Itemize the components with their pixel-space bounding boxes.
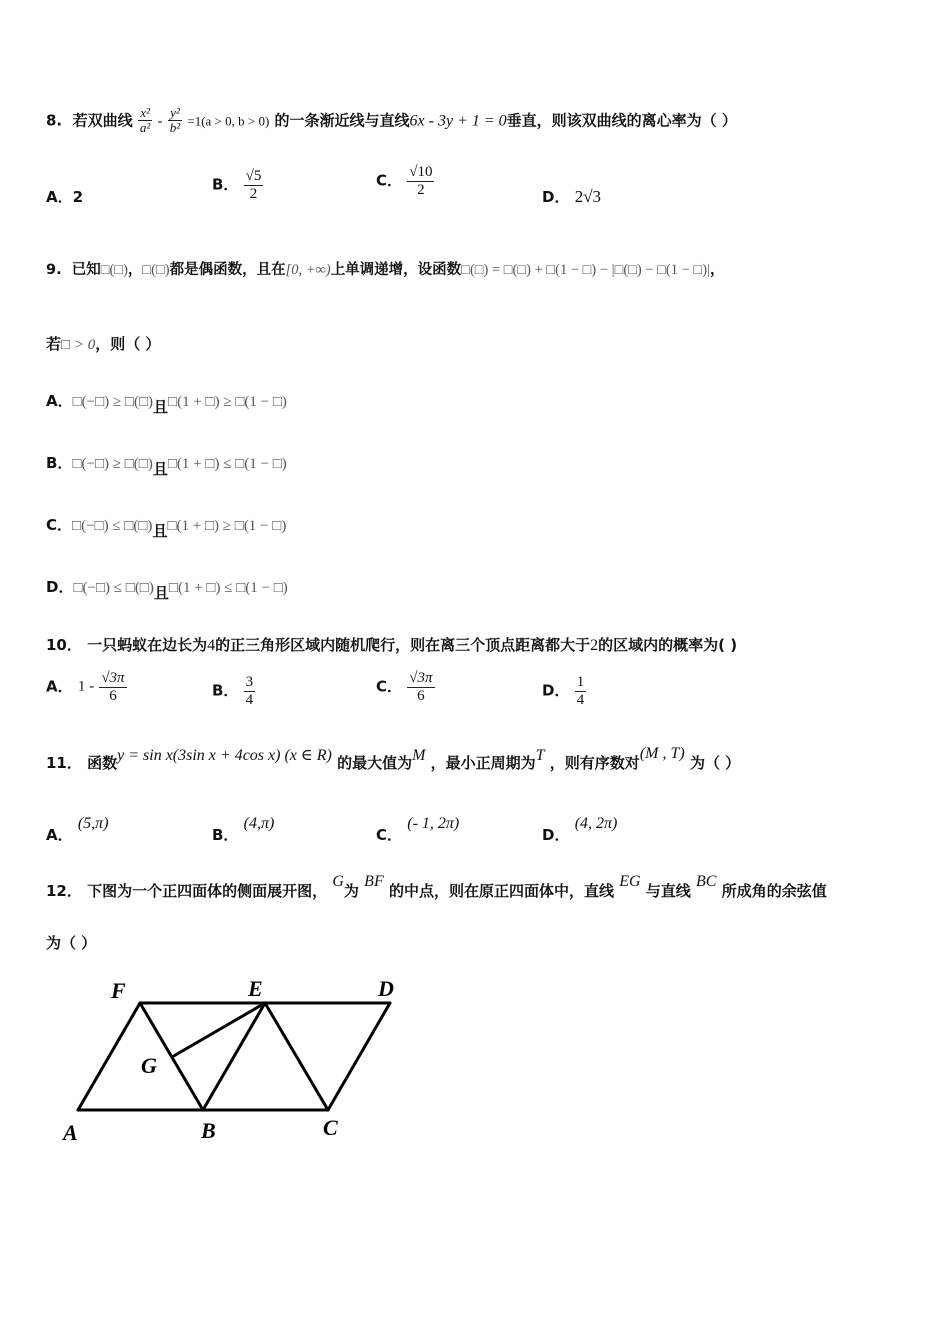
q11-T: T	[535, 747, 545, 764]
frac-numerator: 1	[576, 674, 585, 690]
option-fraction	[244, 674, 256, 708]
label-G: G	[141, 1053, 157, 1078]
frac-denominator: 6	[417, 687, 425, 704]
q9-end: ，	[709, 262, 725, 278]
option-value: (4,π)	[243, 815, 275, 832]
frac-numerator: √3π	[101, 670, 125, 686]
option-fraction	[99, 670, 126, 704]
edge-CD	[328, 1003, 390, 1110]
q12-number: 12．	[46, 882, 82, 900]
q9-number: 9.	[46, 262, 62, 278]
q10-side-length: 4	[207, 637, 216, 654]
option-right: □(1 + □) ≥ □(1 − □)	[167, 518, 287, 534]
frac-denominator: 2	[249, 185, 258, 202]
option-fraction	[575, 674, 587, 708]
q9-option-b[interactable]	[46, 452, 287, 478]
q9-option-c[interactable]	[46, 514, 287, 540]
frac-numerator: 3	[245, 674, 254, 690]
option-label: D．	[542, 681, 570, 700]
option-and: 且	[152, 460, 168, 478]
q12-lead: 下图为一个正四面体的侧面展开图，	[87, 882, 328, 900]
q11-option-b[interactable]	[212, 812, 275, 844]
option-value: (4, 2π)	[574, 815, 618, 832]
option-fraction	[407, 164, 434, 198]
q10-option-b[interactable]	[212, 674, 255, 708]
q12-stem-line2	[46, 932, 96, 953]
option-label: D．	[542, 826, 570, 844]
option-label: B．	[212, 681, 239, 700]
option-left: □(−□) ≤ □(□)	[72, 518, 153, 534]
q8-line-equation: 6x - 3y + 1 = 0	[409, 112, 507, 130]
q10-number: 10．	[46, 636, 82, 654]
q9-f-function: □(□)	[100, 262, 128, 278]
option-right: □(1 + □) ≤ □(1 − □)	[167, 456, 287, 472]
option-and: 且	[152, 522, 168, 540]
frac-numerator: √10	[409, 164, 433, 180]
q9-definition: □(□) = □(□) + □(1 − □) − |□(□) − □(1 − □)|	[461, 262, 710, 278]
label-E: E	[248, 976, 263, 1001]
q11-number: 11．	[46, 754, 82, 772]
option-fraction	[407, 670, 434, 704]
edge-EC	[265, 1003, 328, 1110]
q8-number: 8.	[46, 111, 63, 130]
q10-distance: 2	[590, 637, 599, 654]
frac-numerator: √5	[245, 168, 262, 184]
q11-mid: 的最大值为	[337, 754, 413, 772]
q12-EG: EG	[619, 873, 641, 890]
option-label: A．	[46, 826, 73, 844]
option-fraction	[244, 168, 264, 202]
q9-g-function: □(□)	[142, 262, 170, 278]
option-right: □(1 + □) ≤ □(1 − □)	[168, 580, 288, 596]
q11-stem	[46, 745, 741, 773]
q10-text-a: 一只蚂蚁在边长为	[87, 636, 208, 654]
frac-numerator: √3π	[409, 670, 433, 686]
q10-option-a[interactable]	[46, 670, 127, 704]
q9-stem	[46, 258, 724, 279]
option-value: 2√3	[574, 187, 602, 206]
option-label: B．	[46, 454, 73, 472]
option-label: A．	[46, 188, 73, 206]
option-label: A．	[46, 392, 73, 410]
option-label: C．	[46, 516, 73, 534]
q12-BF: BF	[364, 873, 384, 890]
q9-interval: [0, +∞)	[285, 262, 331, 278]
q10-option-c[interactable]	[376, 670, 435, 704]
q9-option-a[interactable]	[46, 390, 287, 416]
option-label: D．	[46, 578, 74, 596]
q12-line2: 为（ ）	[46, 934, 97, 952]
q10-text-b: 的正三角形区域内随机爬行，则在离三个顶点距离都大于	[215, 636, 591, 654]
q12-G: G	[332, 873, 344, 890]
option-value: (- 1, 2π)	[407, 815, 460, 832]
q8-mid-text: 的一条渐近线与直线	[274, 111, 410, 130]
q11-mid-2: ，最小正周期为	[430, 754, 536, 772]
q9-comma: ，	[127, 262, 143, 278]
q8-tail: 垂直，则该双曲线的离心率为（ ）	[506, 111, 737, 130]
q8-minus: -	[157, 113, 163, 130]
frac-denominator: b²	[169, 120, 181, 136]
q11-option-d[interactable]	[542, 812, 618, 844]
frac-numerator: x²	[140, 105, 150, 120]
q8-frac-x	[138, 106, 152, 136]
q8-option-b[interactable]	[212, 168, 263, 202]
q11-function: y = sin x(3sin x + 4cos x) (x ∈ R)	[117, 747, 332, 764]
option-label: A．	[46, 677, 73, 696]
q8-option-c[interactable]	[376, 164, 434, 198]
q9-condition-line	[46, 333, 160, 354]
q11-lead: 函数	[87, 754, 118, 772]
q12-BC: BC	[696, 873, 717, 890]
q12-mid-2: 与直线	[645, 882, 691, 900]
tetrahedron-net-figure	[55, 970, 425, 1150]
q8-lead: 若双曲线	[72, 111, 133, 130]
q9-mid-text-2: 上单调递增，设函数	[330, 262, 462, 278]
q12-wei: 为	[343, 882, 359, 900]
q10-option-d[interactable]	[542, 674, 586, 708]
option-left: □(−□) ≥ □(□)	[72, 394, 154, 410]
q11-option-a[interactable]	[46, 812, 109, 844]
option-label: C．	[376, 826, 403, 844]
q10-text-c: 的区域内的概率为( )	[598, 636, 738, 654]
frac-numerator: y²	[170, 105, 180, 120]
q9-line2-tail: ，则（ ）	[95, 335, 161, 353]
q11-tail: 为（ ）	[689, 754, 741, 772]
edge-AF	[78, 1003, 140, 1110]
q8-option-a[interactable]	[46, 186, 83, 207]
q8-stem	[46, 106, 737, 136]
frac-denominator: a²	[139, 120, 151, 136]
q8-frac-y	[168, 106, 182, 136]
option-left: □(−□) ≥ □(□)	[72, 456, 153, 472]
edge-BE	[203, 1003, 265, 1110]
q9-lead: 已知	[71, 262, 101, 278]
label-B: B	[201, 1118, 216, 1143]
option-value: 2	[72, 188, 84, 206]
option-label: C．	[376, 171, 403, 190]
option-label: B．	[212, 175, 239, 194]
option-prefix: 1 -	[77, 678, 95, 695]
label-A: A	[63, 1120, 78, 1145]
frac-denominator: 6	[109, 687, 117, 704]
option-left: □(−□) ≤ □(□)	[73, 580, 154, 596]
label-F: F	[111, 978, 126, 1003]
q9-mid-text: 都是偶函数，且在	[169, 262, 286, 278]
q9-line2-lead: 若	[46, 335, 62, 353]
q8-option-d[interactable]	[542, 186, 601, 207]
frac-denominator: 4	[245, 691, 254, 708]
frac-denominator: 2	[417, 181, 425, 198]
option-label: D．	[542, 188, 570, 206]
q11-pair: (M , T)	[639, 745, 685, 762]
label-C: C	[323, 1115, 338, 1140]
q11-M: M	[412, 747, 426, 764]
option-label: C．	[376, 677, 403, 696]
q10-stem	[46, 634, 737, 655]
q9-option-d[interactable]	[46, 576, 288, 602]
q12-stem	[46, 873, 827, 901]
option-and: 且	[153, 584, 169, 602]
q8-equation-rest: =1(a > 0, b > 0)	[187, 113, 270, 129]
frac-denominator: 4	[576, 691, 585, 708]
q11-mid-3: ，则有序数对	[549, 754, 640, 772]
option-right: □(1 + □) ≥ □(1 − □)	[168, 394, 287, 410]
q12-tail: 所成角的余弦值	[721, 882, 827, 900]
q9-condition: □ > 0	[61, 337, 96, 353]
option-label: B．	[212, 826, 239, 844]
option-value: (5,π)	[77, 815, 109, 832]
option-and: 且	[153, 398, 169, 416]
q11-option-c[interactable]	[376, 812, 460, 844]
label-D: D	[378, 976, 394, 1001]
q12-mid: 的中点，则在原正四面体中，直线	[388, 882, 614, 900]
